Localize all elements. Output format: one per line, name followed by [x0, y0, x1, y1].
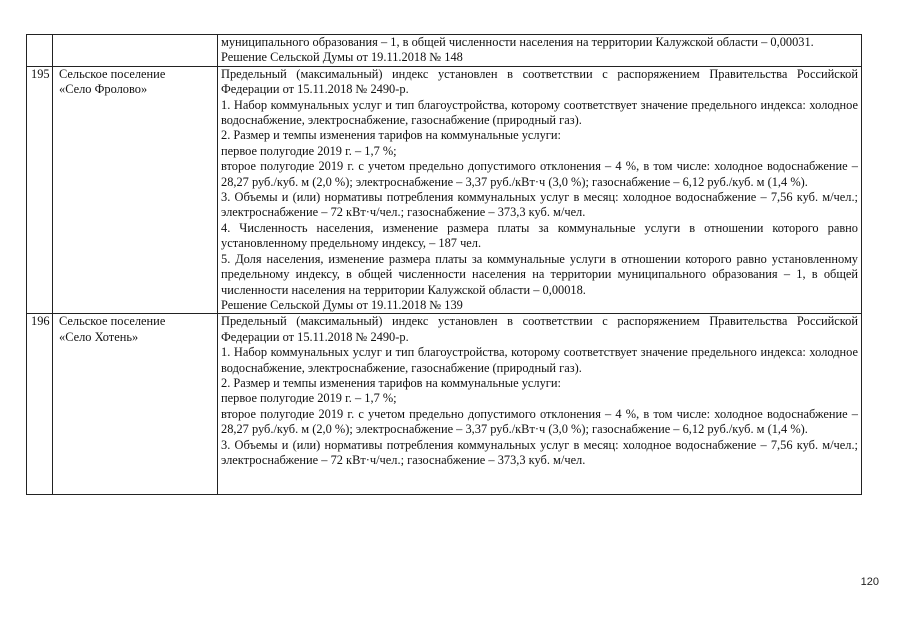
municipality-title: «Село Фролово» — [59, 82, 148, 97]
decision-reference: Решение Сельской Думы от 19.11.2018 № 148 — [221, 50, 463, 65]
municipality-type: Сельское поселение — [59, 66, 166, 81]
description-paragraph: первое полугодие 2019 г. – 1,7 %; — [221, 143, 397, 158]
document-table — [26, 34, 862, 495]
description-paragraph: 5. Доля населения, изменение размера платы за коммунальные услуги в отношении которого равно установленному предельному индексу, в общей численности населения на территории муниципального образования – 1, в общей численности населения на территории Калужской области – 0,00018. — [221, 251, 858, 297]
description-paragraph: второе полугодие 2019 г. с учетом предельно допустимого отклонения – 4 %, в том числе: холодное водоснабжение – 28,27 руб./куб. м (2,0 %); электроснабжение – 3,37 руб./кВт·ч (3,0 %); газоснабжение – 6,12 руб./куб. м (1,4 %). — [221, 406, 858, 437]
index-description — [218, 314, 862, 495]
municipality-name — [53, 35, 218, 67]
index-description — [218, 66, 862, 314]
description-paragraph: второе полугодие 2019 г. с учетом предельно допустимого отклонения – 4 %, в том числе: холодное водоснабжение – 28,27 руб./куб. м (2,0 %); электроснабжение – 3,37 руб./кВт·ч (3,0 %); газоснабжение – 6,12 руб./куб. м (1,4 %). — [221, 159, 858, 189]
description-paragraph: 3. Объемы и (или) нормативы потребления коммунальных услуг в месяц: холодное водоснабжение – 7,56 куб. м/чел.; электроснабжение – 72 кВт·ч/чел.; газоснабжение – 373,3 куб. м/чел. — [221, 190, 858, 220]
description-paragraph: 3. Объемы и (или) нормативы потребления коммунальных услуг в месяц: холодное водоснабжение – 7,56 куб. м/чел.; электроснабжение – 72 кВт·ч/чел.; газоснабжение – 373,3 куб. м/чел. — [221, 437, 858, 467]
table-row — [27, 314, 862, 495]
description-paragraph: 1. Набор коммунальных услуг и тип благоустройства, которому соответствует значение предельного индекса: холодное водоснабжение, электроснабжение, газоснабжение (природный газ). — [221, 97, 858, 128]
row-number: 195 — [27, 66, 53, 314]
description-paragraph: муниципального образования – 1, в общей численности населения на территории Калужской области – 0,00031. — [221, 35, 814, 49]
row-number — [27, 35, 53, 67]
decision-reference: Решение Сельской Думы от 19.11.2018 № 139 — [221, 297, 463, 312]
municipality-name — [53, 66, 218, 314]
row-number: 196 — [27, 314, 53, 495]
description-paragraph: Предельный (максимальный) индекс установлен в соответствии с распоряжением Правительства Российской Федерации от 15.11.2018 № 2490-р. — [221, 66, 858, 97]
municipality-title: «Село Хотень» — [59, 329, 139, 344]
description-paragraph: 1. Набор коммунальных услуг и тип благоустройства, которому соответствует значение предельного индекса: холодное водоснабжение, электроснабжение, газоснабжение (природный газ). — [221, 345, 858, 375]
index-description — [218, 35, 862, 67]
table-row — [27, 35, 862, 67]
description-paragraph: 2. Размер и темпы изменения тарифов на коммунальные услуги: — [221, 128, 561, 143]
municipality-type: Сельское поселение — [59, 314, 166, 329]
description-paragraph: 2. Размер и темпы изменения тарифов на коммунальные услуги: — [221, 375, 561, 390]
description-paragraph: первое полугодие 2019 г. – 1,7 %; — [221, 391, 397, 406]
description-paragraph: Предельный (максимальный) индекс установлен в соответствии с распоряжением Правительства Российской Федерации от 15.11.2018 № 2490-р. — [221, 314, 858, 344]
municipality-name — [53, 314, 218, 495]
page-number: 120 — [860, 576, 879, 588]
table-row — [27, 66, 862, 314]
description-paragraph: 4. Численность населения, изменение размера платы за коммунальные услуги в отношении которого равно установленному предельному индексу, – 187 чел. — [221, 220, 858, 251]
